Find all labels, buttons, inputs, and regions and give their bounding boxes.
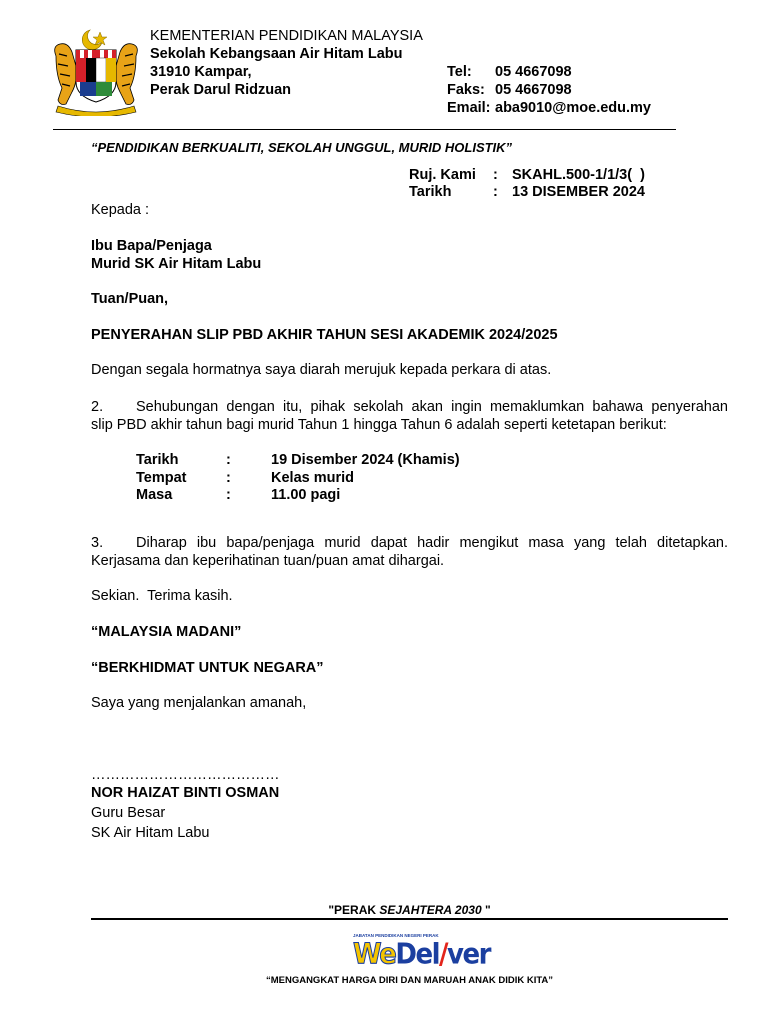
fax-value: 05 4667098 bbox=[495, 82, 572, 98]
header-divider bbox=[53, 129, 676, 130]
trust-statement: Saya yang menjalankan amanah, bbox=[91, 695, 307, 711]
tel-label: Tel: bbox=[447, 64, 472, 80]
ref-label: Ruj. Kami bbox=[409, 167, 476, 183]
recipient-line-1: Ibu Bapa/Penjaga bbox=[91, 238, 212, 254]
school-name: Sekolah Kebangsaan Air Hitam Labu bbox=[150, 46, 403, 62]
logo-ver: ver bbox=[447, 938, 490, 971]
coat-of-arms-logo bbox=[50, 26, 142, 116]
letter-subject: PENYERAHAN SLIP PBD AKHIR TAHUN SESI AKADEMIK 2024/2025 bbox=[91, 327, 558, 343]
fax-label: Faks: bbox=[447, 82, 485, 98]
school-motto: “PENDIDIKAN BERKUALITI, SEKOLAH UNGGUL, MURID HOLISTIK” bbox=[91, 140, 513, 155]
email-value: aba9010@moe.edu.my bbox=[495, 100, 651, 116]
detail-value-date: 19 Disember 2024 (Khamis) bbox=[271, 452, 460, 468]
we-deliver-logo bbox=[353, 933, 490, 971]
detail-colon-date: : bbox=[226, 452, 231, 468]
detail-value-time: 11.00 pagi bbox=[271, 487, 341, 503]
detail-value-place: Kelas murid bbox=[271, 470, 354, 486]
email-label: Email: bbox=[447, 100, 491, 116]
detail-colon-time: : bbox=[226, 487, 231, 503]
address-line-2: Perak Darul Ridzuan bbox=[150, 82, 292, 98]
detail-colon-place: : bbox=[226, 470, 231, 486]
footer-slogan-close: " bbox=[481, 903, 491, 917]
signatory-school: SK Air Hitam Labu bbox=[91, 825, 210, 841]
tel-value: 05 4667098 bbox=[495, 64, 572, 80]
ministry-name: KEMENTERIAN PENDIDIKAN MALAYSIA bbox=[150, 28, 423, 44]
slogan-berkhidmat: “BERKHIDMAT UNTUK NEGARA” bbox=[91, 660, 324, 676]
signatory-title: Guru Besar bbox=[91, 805, 166, 821]
address-line-1: 31910 Kampar, bbox=[150, 64, 252, 80]
ref-colon: : bbox=[493, 167, 498, 183]
signature-line: ………………………………… bbox=[91, 767, 280, 783]
detail-label-date: Tarikh bbox=[136, 452, 179, 468]
paragraph-3-number: 3. bbox=[91, 535, 104, 551]
detail-label-place: Tempat bbox=[136, 470, 187, 486]
logo-del: Del bbox=[395, 938, 440, 971]
date-colon: : bbox=[493, 184, 498, 200]
paragraph-1: Dengan segala hormatnya saya diarah merujuk kepada perkara di atas. bbox=[91, 362, 552, 378]
logo-small-text: JABATAN PENDIDIKAN NEGERI PERAK bbox=[353, 933, 439, 938]
logo-i: / bbox=[439, 938, 448, 971]
paragraph-2-line-2: slip PBD akhir tahun bagi murid Tahun 1 hingga Tahun 6 adalah seperti ketetapan berikut: bbox=[91, 417, 667, 433]
logo-we: We bbox=[353, 938, 396, 971]
footer-tagline: “MENGANGKAT HARGA DIRI DAN MARUAH ANAK DIDIK KITA” bbox=[265, 975, 554, 986]
date-label: Tarikh bbox=[409, 184, 452, 200]
detail-label-time: Masa bbox=[136, 487, 173, 503]
footer-slogan-italic: SEJAHTERA 2030 bbox=[379, 903, 482, 917]
ref-value: SKAHL.500-1/1/3( ) bbox=[512, 167, 645, 183]
footer-slogan-open: "PERAK bbox=[328, 903, 380, 917]
date-value: 13 DISEMBER 2024 bbox=[512, 184, 645, 200]
slogan-malaysia-madani: “MALAYSIA MADANI” bbox=[91, 624, 242, 640]
paragraph-3-line-1: Diharap ibu bapa/penjaga murid dapat hadir mengikut masa yang telah ditetapkan. bbox=[136, 535, 728, 551]
paragraph-2-number: 2. bbox=[91, 399, 104, 415]
paragraph-3-line-2: Kerjasama dan keperihatinan tuan/puan amat dihargai. bbox=[91, 553, 445, 569]
kepada-label: Kepada : bbox=[91, 202, 150, 218]
footer-slogan bbox=[91, 903, 728, 917]
paragraph-2-line-1: Sehubungan dengan itu, pihak sekolah akan ingin memaklumkan bahawa penyerahan bbox=[136, 399, 728, 415]
signatory-name: NOR HAIZAT BINTI OSMAN bbox=[91, 785, 280, 801]
closing-remark: Sekian. Terima kasih. bbox=[91, 588, 233, 604]
salutation: Tuan/Puan, bbox=[91, 291, 169, 307]
recipient-line-2: Murid SK Air Hitam Labu bbox=[91, 256, 262, 272]
footer-divider bbox=[91, 918, 728, 920]
